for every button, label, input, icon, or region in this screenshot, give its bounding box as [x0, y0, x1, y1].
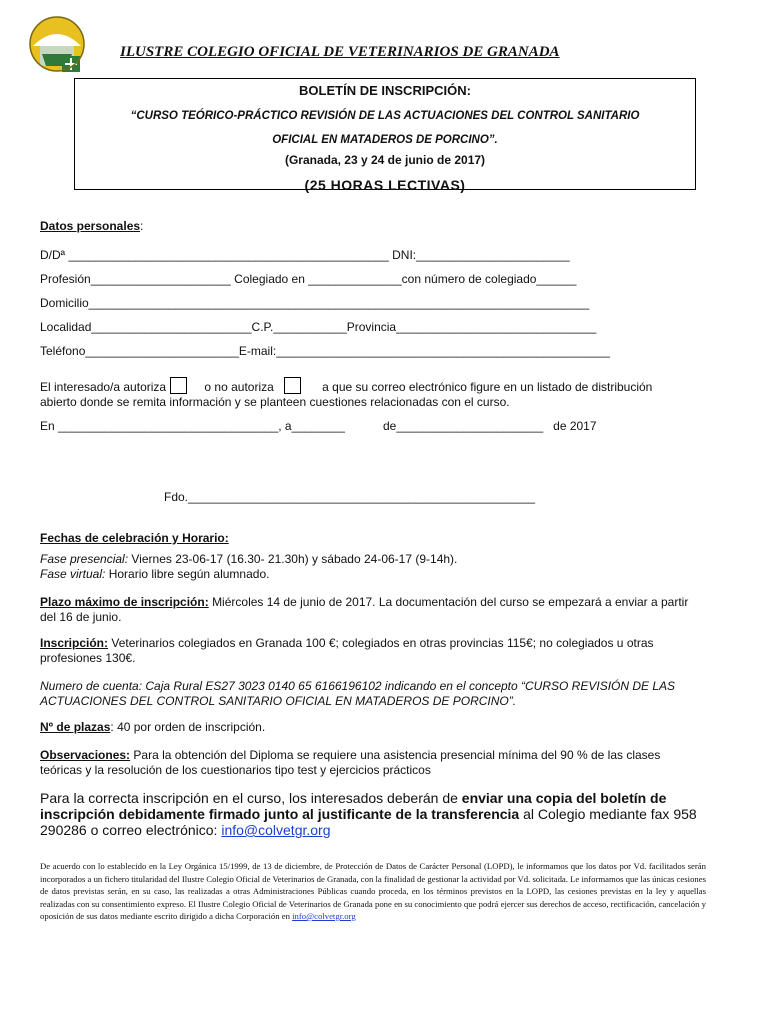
phone-email-field[interactable]: Teléfono_______________________E-mail:__________________________________________________ — [40, 344, 610, 358]
schedule-title: Fechas de celebración y Horario: — [40, 531, 229, 545]
deadline-info: Plazo máximo de inscripción: Miércoles 14 de junio de 2017. La documentación del curso se empezará a enviar a partir del 16 de junio. — [40, 595, 689, 624]
fase-presencial-text: Viernes 23-06-17 (16.30- 21.30h) y sábado 24-06-17 (9-14h). — [131, 552, 458, 566]
locality-field[interactable]: Localidad________________________C.P.___________Provincia______________________________ — [40, 320, 597, 334]
fee-info: Inscripción: Veterinarios colegiados en Granada 100 €; colegiados en otras provincias 115€; no colegiados u otras profesiones 130€. — [40, 636, 654, 665]
fase-virtual-text: Horario libre según alumnado. — [108, 567, 270, 581]
name-dni-field[interactable]: D/Dª ________________________________________________ DNI:_______________________ — [40, 248, 570, 262]
not-authorize-label: o no autoriza — [204, 380, 274, 394]
consent-block — [40, 377, 702, 410]
not-authorize-checkbox[interactable] — [284, 377, 301, 394]
footer-email-link[interactable]: info@colvetgr.org — [292, 911, 356, 921]
course-title-box — [74, 78, 696, 193]
authorize-checkbox[interactable] — [170, 377, 187, 394]
address-field[interactable]: Domicilio___________________________________________________________________________ — [40, 296, 590, 310]
places-info: Nº de plazas: 40 por orden de inscripción. — [40, 720, 266, 734]
fase-virtual-label: Fase virtual: — [40, 567, 106, 581]
schedule-info — [40, 552, 702, 582]
personal-data-heading: Datos personales: — [40, 219, 144, 233]
submission-instructions: Para la correcta inscripción en el curso, los interesados deberán de enviar una copia del boletín de inscripción debidamente firmado junto al justificante de la transferencia al Colegio mediante fax 958 290286 o correo electrónico: info@colvetgr.org — [40, 790, 697, 838]
bank-account-info: Numero de cuenta: Caja Rural ES27 3023 0140 65 6166196102 indicando en el concepto “CURSO REVISIÓN DE LAS ACTUACIONES DEL CONTROL SANITARIO OFICIAL EN MATADEROS DE PORCINO”. — [40, 679, 676, 708]
course-name — [75, 104, 695, 152]
place-date-field[interactable]: En _________________________________, a________ de______________________ de 2017 — [40, 419, 597, 433]
college-logo-icon — [28, 14, 86, 78]
course-hours: (25 HORAS LECTIVAS) — [304, 177, 466, 193]
signature-field[interactable]: Fdo.____________________________________________________ — [164, 490, 536, 504]
profession-field[interactable]: Profesión_____________________ Colegiado en ______________con número de colegiado______ — [40, 272, 577, 286]
course-dates: (Granada, 23 y 24 de junio de 2017) — [284, 153, 486, 167]
observations-info: Observaciones: Para la obtención del Diploma se requiere una asistencia presencial mínima del 90 % de las clases teóricas y la resolución de los cuestionarios tipo test y ejercicios prácticos — [40, 748, 661, 777]
fase-presencial-label: Fase presencial: — [40, 552, 129, 566]
authorize-label: El interesado/a autoriza — [40, 380, 167, 394]
data-protection-notice: De acuerdo con lo establecido en la Ley Orgánica 15/1999, de 13 de diciembre, de Protección de Datos de Carácter Personal (LOPD), le informamos que los datos por Vd. facilitados serán incorporados a un fichero titularidad del Ilustre Colegio Oficial de Veterinarios de Granada, con la finalidad de gestionar la actividad por Vd. solicitada. Le informamos que las únicas cesiones de datos previstas serán, en su caso, las realizadas a otras Administraciones Públicas cuando proceda, en los términos previstos en la LOPD, las cesiones previstas en la ley y aquellas realizadas con su consentimiento expreso. El Ilustre Colegio Oficial de Veterinarios de Granada pone en su conocimiento que podrá ejercer sus derechos de acceso, rectificación, cancelación y oposición de sus datos mediante escrito dirigido a dicha Corporación en info@colvetgr.org — [40, 861, 706, 921]
contact-email-link[interactable]: info@colvetgr.org — [221, 822, 331, 838]
org-title: ILUSTRE COLEGIO OFICIAL DE VETERINARIOS DE GRANADA — [120, 44, 560, 60]
course-name-line-2: OFICIAL EN MATADEROS DE PORCINO”. — [272, 134, 498, 146]
consent-text-2: abierto donde se remita información y se planteen cuestiones relacionadas con el curso. — [40, 395, 510, 409]
consent-text-1: a que su correo electrónico figure en un listado de distribución — [322, 380, 653, 394]
form-title: BOLETÍN DE INSCRIPCIÓN: — [299, 83, 471, 98]
course-name-line-1: “CURSO TEÓRICO-PRÁCTICO REVISIÓN DE LAS ACTUACIONES DEL CONTROL SANITARIO — [130, 110, 640, 122]
